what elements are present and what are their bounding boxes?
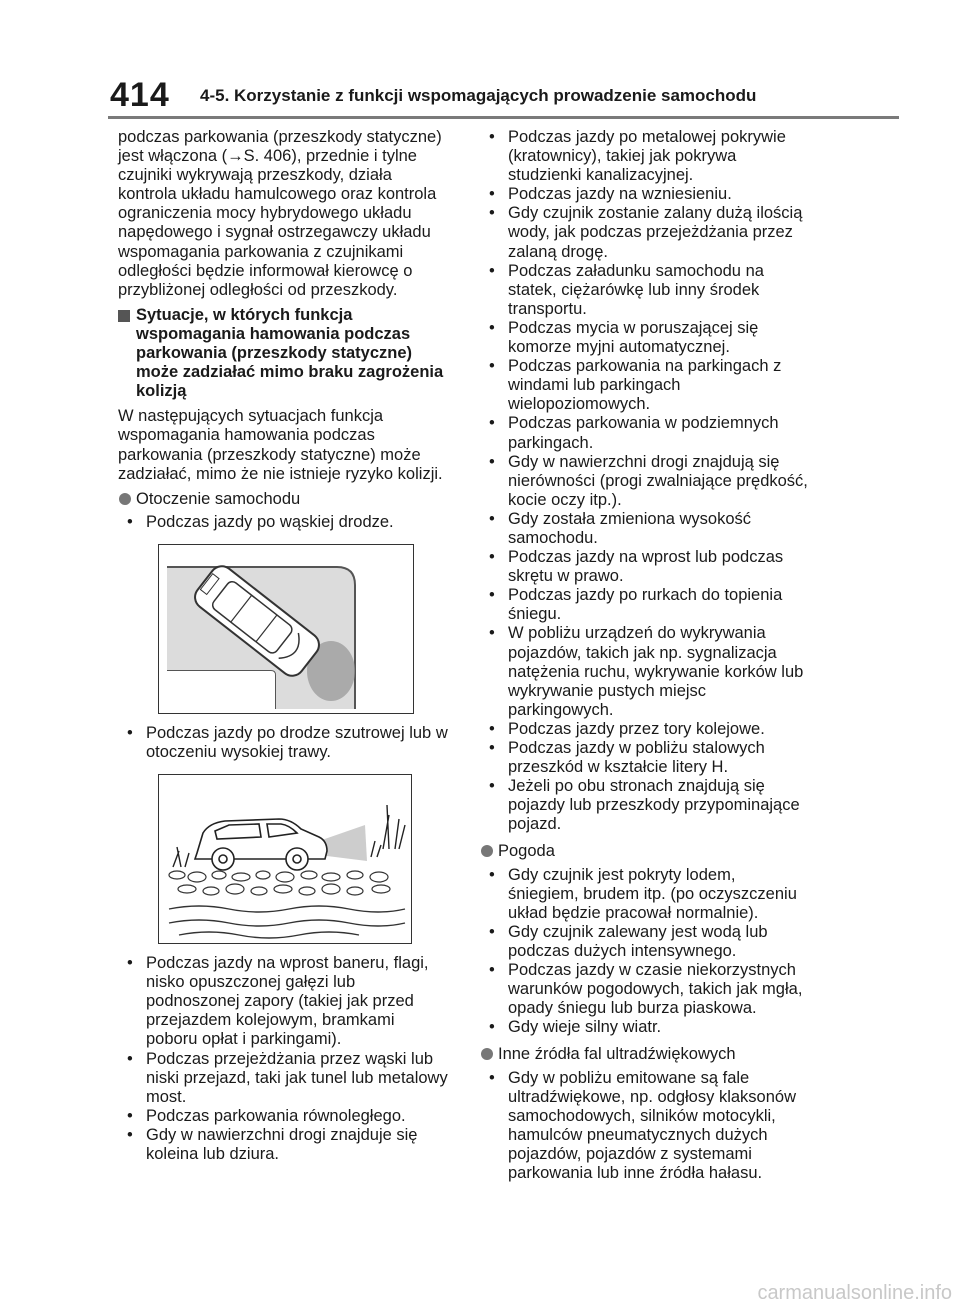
list-item: • Gdy została zmieniona wysokość samochodu.	[480, 510, 810, 548]
list-item: • Podczas jazdy w czasie niekorzystnych warunków pogodowych, takich jak mgła, opady śniegu lub burza piaskowa.	[480, 961, 810, 1018]
list-item: • Gdy wieje silny wiatr.	[480, 1018, 810, 1037]
bullet-list	[118, 513, 450, 532]
list-item: • Podczas przejeżdżania przez wąski lub niski przejazd, taki jak tunel lub metalowy most.	[118, 1050, 450, 1107]
list-item: • Podczas parkowania w podziemnych parkingach.	[480, 414, 810, 452]
subheading-weather	[480, 842, 810, 861]
section-heading	[118, 306, 450, 401]
intro-paragraph: podczas parkowania (przeszkody statyczne) jest włączona (→S. 406), przednie i tylne czujniki wykrywają przeszkody, działa kontrola układu hamulcowego oraz kontrola ograniczenia mocy hybrydowego układu napędowego i sygnał ostrzegawczy układu wspomagania parkowania z czujnikami odległości będzie informował kierowcę o przybliżonej odległości od przeszkody.	[118, 128, 442, 299]
page-number: 414	[110, 76, 170, 114]
header-title: 4-5. Korzystanie z funkcji wspomagających prowadzenie samochodu	[200, 86, 757, 105]
gravel-road-illustration	[158, 774, 412, 944]
list-item: • Podczas jazdy po rurkach do topienia śniegu.	[480, 586, 810, 624]
list-item: • Gdy czujnik jest pokryty lodem, śniegiem, brudem itp. (po oczyszczeniu układ będzie pracował normalnie).	[480, 866, 810, 923]
list-item: • Podczas parkowania równoległego.	[118, 1107, 450, 1126]
subheading-text: Otoczenie samochodu	[136, 489, 301, 508]
narrow-road-illustration	[158, 544, 414, 714]
list-item: • W pobliżu urządzeń do wykrywania pojazdów, takich jak np. sygnalizacja natężenia ruchu, wykrywanie korków lub wykrywanie pustych miejsc parkingowych.	[480, 624, 810, 719]
watermark: carmanualsonline.info	[757, 1282, 952, 1304]
list-item: • Podczas jazdy przez tory kolejowe.	[480, 720, 810, 739]
section-heading-text: Sytuacje, w których funkcja wspomagania hamowania podczas parkowania (przeszkody statyczne) może zadziałać mimo braku zagrożenia kolizją	[136, 305, 444, 401]
list-item: • Gdy w nawierzchni drogi znajdują się nierówności (progi zwalniające prędkość, kocie oczy itp.).	[480, 453, 810, 510]
bullet-list	[118, 954, 450, 1164]
list-item: • Podczas jazdy w pobliżu stalowych przeszkód w kształcie litery H.	[480, 739, 810, 777]
list-item: • Gdy w pobliżu emitowane są fale ultradźwiękowe, np. odgłosy klaksonów samochodowych, silników motocykli, hamulców pneumatycznych dużych pojazdów, pojazdów z systemami parkowania lub inne źródła hałasu.	[480, 1069, 810, 1184]
circle-bullet-icon	[481, 1048, 493, 1060]
list-item: • Podczas jazdy po wąskiej drodze.	[118, 513, 450, 532]
subheading-ultrasonic	[480, 1045, 810, 1064]
bullet-list	[118, 724, 450, 762]
situations-paragraph: W następujących sytuacjach funkcja wspomagania hamowania podczas parkowania (przeszkody statyczne) może zadziałać, mimo że nie istnieje ryzyko kolizji.	[118, 407, 443, 483]
list-item: • Podczas jazdy na wzniesieniu.	[480, 185, 810, 204]
list-item: • Gdy w nawierzchni drogi znajduje się koleina lub dziura.	[118, 1126, 450, 1164]
list-item: • Gdy czujnik zostanie zalany dużą ilością wody, jak podczas przejeżdżania przez zalaną drogę.	[480, 204, 810, 261]
list-item: • Gdy czujnik zalewany jest wodą lub podczas dużych intensywnego.	[480, 923, 810, 961]
circle-bullet-icon	[119, 493, 131, 505]
circle-bullet-icon	[481, 845, 493, 857]
left-column	[118, 128, 450, 1166]
subheading-surroundings	[118, 490, 450, 509]
list-item: • Podczas załadunku samochodu na statek, ciężarówkę lub inny środek transportu.	[480, 262, 810, 319]
bullet-list	[480, 1069, 810, 1184]
list-item: • Podczas parkowania na parkingach z windami lub parkingach wielopoziomowych.	[480, 357, 810, 414]
bullet-list	[480, 866, 810, 1038]
list-item: • Podczas jazdy na wprost lub podczas skrętu w prawo.	[480, 548, 810, 586]
header-rule	[108, 116, 899, 119]
bullet-list	[480, 128, 810, 834]
list-item: • Podczas jazdy po drodze szutrowej lub w otoczeniu wysokiej trawy.	[118, 724, 450, 762]
list-item: • Jeżeli po obu stronach znajdują się pojazdy lub przeszkody przypominające pojazd.	[480, 777, 810, 834]
subheading-text: Pogoda	[498, 842, 555, 861]
square-bullet-icon	[118, 310, 130, 322]
list-item: • Podczas mycia w poruszającej się komorze myjni automatycznej.	[480, 319, 810, 357]
list-item: • Podczas jazdy po metalowej pokrywie (kratownicy), takiej jak pokrywa studzienki kanalizacyjnej.	[480, 128, 810, 185]
right-column	[480, 128, 810, 1185]
list-item: • Podczas jazdy na wprost baneru, flagi, nisko opuszczonej gałęzi lub podnoszonej zapory (takiej jak przed przejazdem kolejowym, bramkami poboru opłat i parkingami).	[118, 954, 450, 1049]
subheading-text: Inne źródła fal ultradźwiękowych	[498, 1045, 736, 1064]
